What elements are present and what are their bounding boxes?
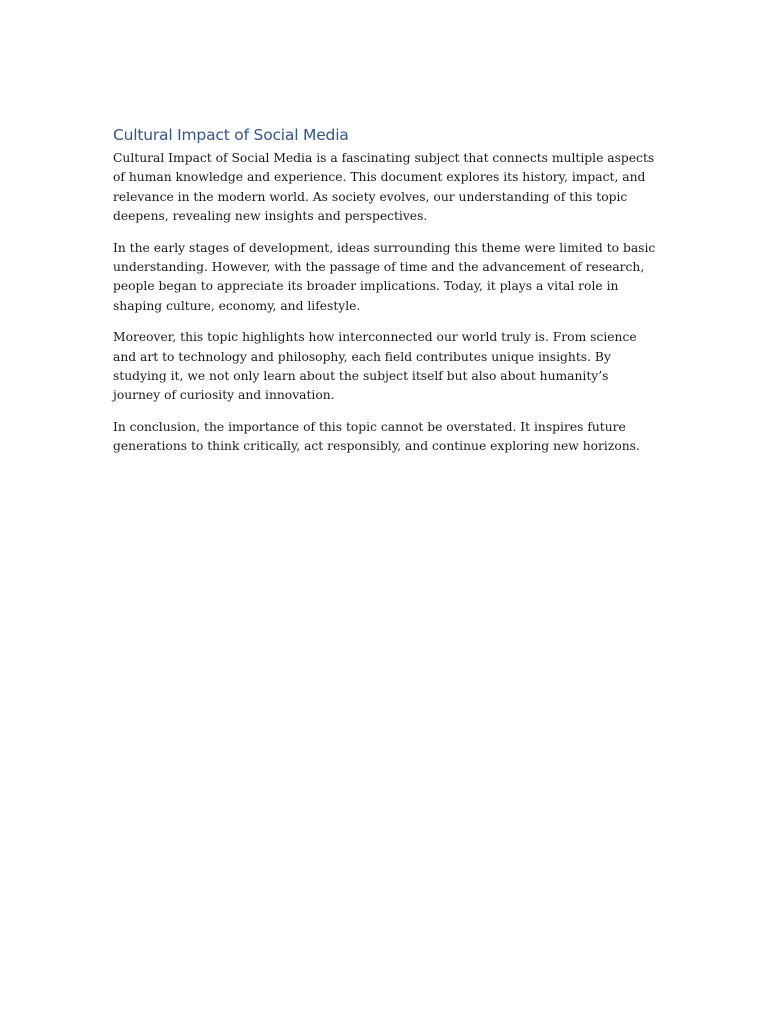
document-body	[113, 124, 658, 469]
paragraph-conclusion: In conclusion, the importance of this topic cannot be overstated. It inspires future generations to think critically, act responsibly, and continue exploring new horizons.	[113, 420, 640, 454]
paragraph-intro: Cultural Impact of Social Media is a fascinating subject that connects multiple aspects of human knowledge and experience. This document explores its history, impact, and relevance in the modern world. As society evolves, our understanding of this topic deepens, revealing new insights and perspectives.	[113, 151, 655, 223]
paragraph-history: In the early stages of development, ideas surrounding this theme were limited to basic understanding. However, with the passage of time and the advancement of research, people began to appreciate its broader implications. Today, it plays a vital role in shaping culture, economy, and lifestyle.	[113, 240, 656, 313]
paragraph-interconnection: Moreover, this topic highlights how interconnected our world truly is. From science and art to technology and philosophy, each field contributes unique insights. By studying it, we not only learn about the subject itself but also about humanity’s journey of curiosity and innovation.	[113, 330, 637, 403]
document-title: Cultural Impact of Social Media	[113, 126, 349, 144]
